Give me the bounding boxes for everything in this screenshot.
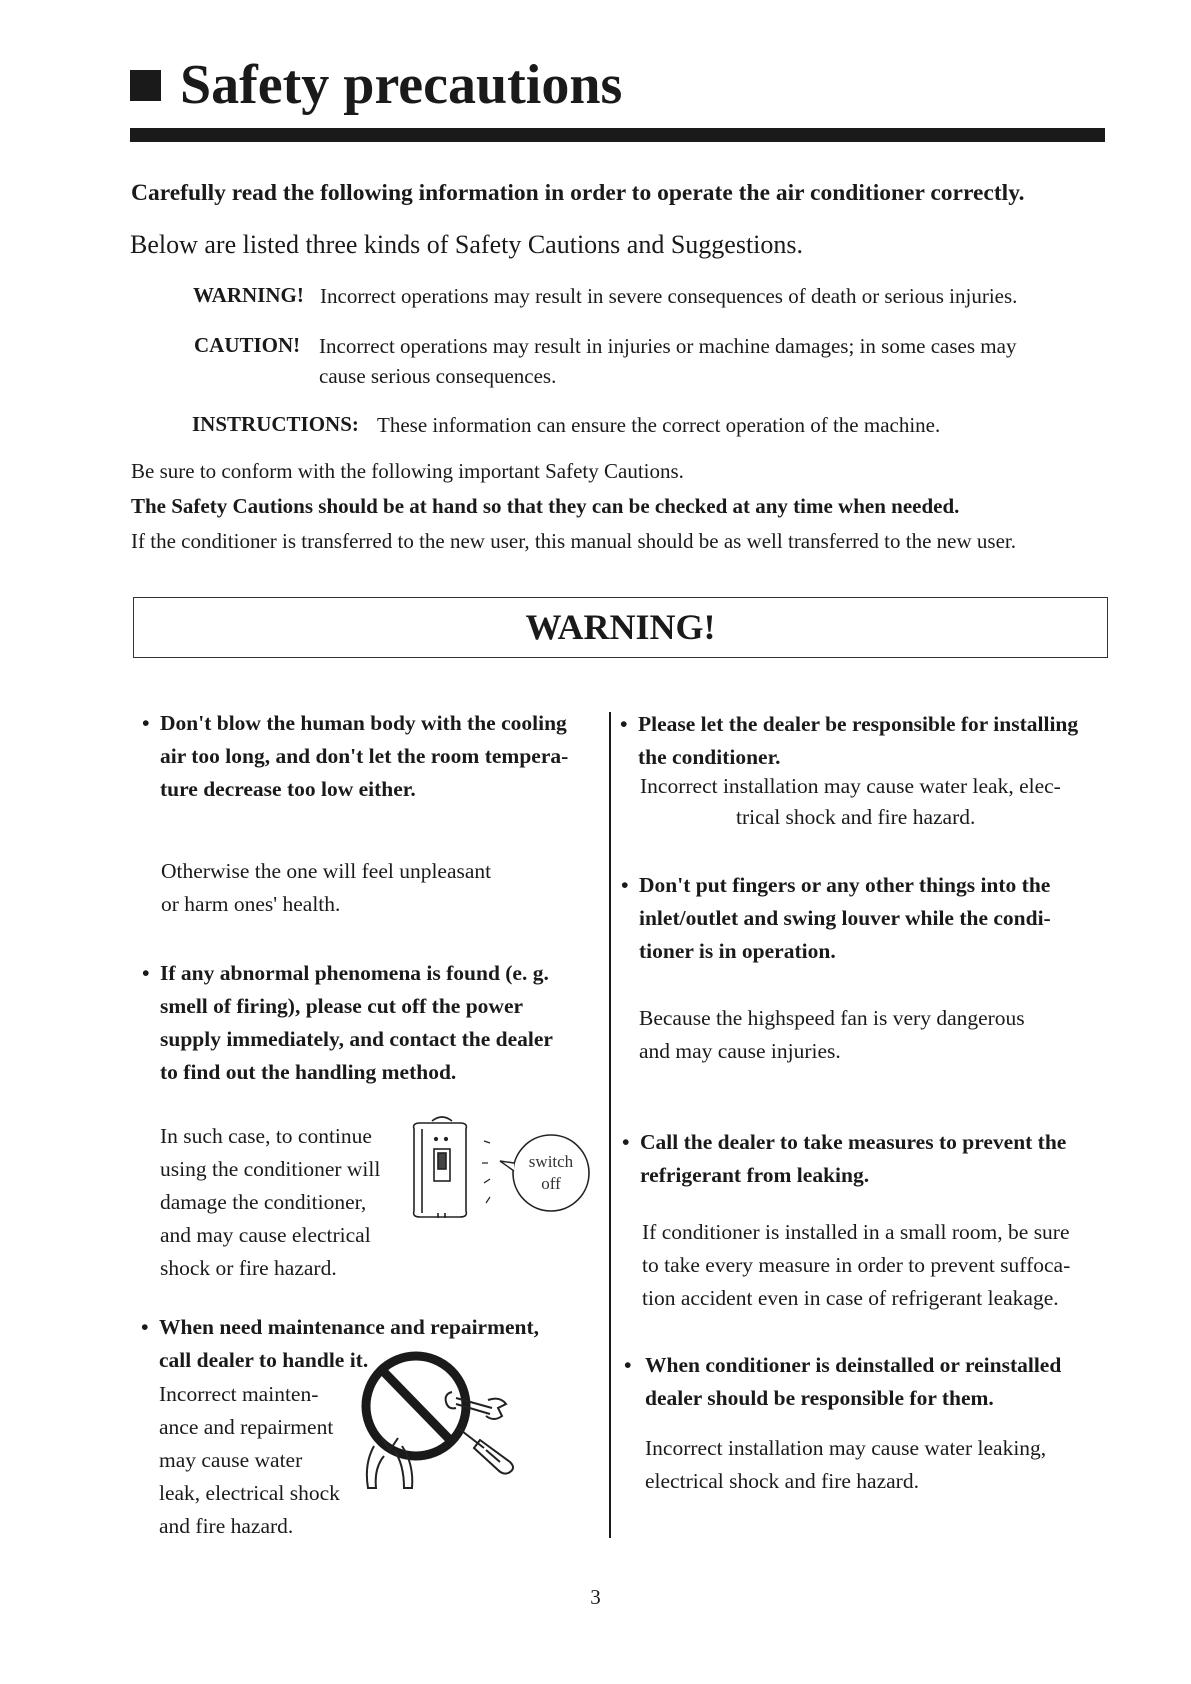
title-square-icon [130, 70, 161, 101]
right-item-2-heading: • Don't put fingers or any other things into the inlet/outlet and swing louver while the condi- tioner is in operation. [639, 869, 1051, 968]
caution-definition-line-1: Incorrect operations may result in injuries or machine damages; in some cases may [319, 334, 1017, 358]
speech-bubble [513, 1135, 589, 1211]
wall-switch-icon [414, 1117, 467, 1218]
wrench-icon [446, 1392, 506, 1419]
right-item-3-line-1: Call the dealer to take measures to prevent the [640, 1130, 1067, 1154]
right-item-2-line-1: Don't put fingers or any other things into the [639, 873, 1051, 897]
title-rule [130, 128, 1105, 142]
left-item-2-heading: • If any abnormal phenomena is found (e. g. smell of firing), please cut off the power supply immediately, and contact the dealer to find out the handling method. [160, 957, 553, 1089]
spark-marks [482, 1141, 490, 1203]
left-item-2-body-line-2: using the conditioner will [160, 1157, 381, 1181]
left-item-2-body [160, 1120, 380, 1285]
right-item-1-line-1: Please let the dealer be responsible for installing [638, 712, 1079, 736]
left-item-2-body-line-3: damage the conditioner, [160, 1190, 367, 1214]
right-item-1-heading: • Please let the dealer be responsible for installing the conditioner. [638, 708, 1078, 774]
intro-listed: Below are listed three kinds of Safety Cautions and Suggestions. [130, 230, 804, 259]
prohibition-icon [366, 1356, 466, 1456]
right-item-4-body [645, 1432, 1046, 1498]
left-item-1-body-line-2: or harm ones' health. [161, 892, 341, 916]
right-item-4-heading: • When conditioner is deinstalled or reinstalled dealer should be responsible for them. [645, 1349, 1061, 1415]
right-item-4-body-line-2: electrical shock and fire hazard. [645, 1469, 919, 1493]
right-item-3-line-2: refrigerant from leaking. [640, 1163, 870, 1187]
left-item-2-body-line-4: and may cause electrical [160, 1223, 371, 1247]
page-title: Safety precautions [180, 54, 623, 116]
no-self-repair-illustration [360, 1338, 535, 1503]
left-item-1-line-1: Don't blow the human body with the cooling [160, 711, 567, 735]
bubble-text-line-2: off [541, 1174, 561, 1193]
right-item-4-line-2: dealer should be responsible for them. [645, 1386, 994, 1410]
left-item-3-body-line-3: may cause water [159, 1448, 303, 1472]
left-item-1-body-line-1: Otherwise the one will feel unpleasant [161, 859, 492, 883]
left-item-3-body-line-2: ance and repairment [159, 1415, 334, 1439]
right-item-1-body-line-1: Incorrect installation may cause water leak, elec- [640, 774, 1061, 798]
caution-label: CAUTION! [194, 333, 301, 357]
right-item-2-line-3: tioner is in operation. [639, 939, 836, 963]
left-item-3-body-line-5: and fire hazard. [159, 1514, 294, 1538]
left-item-1-heading: • Don't blow the human body with the cooling air too long, and don't let the room tempera- ture decrease too low either. [160, 707, 568, 806]
left-item-3-line-2: call dealer to handle it. [159, 1348, 369, 1372]
left-item-3-body-line-4: leak, electrical shock [159, 1481, 340, 1505]
bubble-text-line-1: switch [528, 1152, 574, 1171]
instructions-definition: These information can ensure the correct operation of the machine. [377, 413, 941, 437]
left-item-3-body [159, 1378, 340, 1543]
right-item-4-line-1: When conditioner is deinstalled or reinstalled [645, 1353, 1062, 1377]
right-item-2-body-line-1: Because the highspeed fan is very dangerous [639, 1006, 1025, 1030]
warning-label: WARNING! [193, 283, 304, 307]
warning-heading-box [133, 597, 1108, 658]
left-item-2-body-line-5: shock or fire hazard. [160, 1256, 337, 1280]
screwdriver-icon [458, 1428, 513, 1474]
right-item-2-line-2: inlet/outlet and swing louver while the condi- [639, 906, 1051, 930]
right-item-3-body-line-1: If conditioner is installed in a small room, be sure [642, 1220, 1070, 1244]
left-item-2-body-line-1: In such case, to continue [160, 1124, 372, 1148]
right-item-3-body-line-2: to take every measure in order to prevent suffoca- [642, 1253, 1071, 1277]
right-item-2-body-line-2: and may cause injuries. [639, 1039, 841, 1063]
right-item-1-body-line-2: trical shock and fire hazard. [736, 805, 976, 829]
left-item-1-body [161, 855, 491, 921]
column-divider [609, 712, 611, 1538]
intro-lead: Carefully read the following information in order to operate the air conditioner correctly. [131, 180, 1025, 206]
left-item-2-line-1: If any abnormal phenomena is found (e. g. [160, 961, 549, 985]
warning-definition: Incorrect operations may result in severe consequences of death or serious injuries. [320, 284, 1018, 308]
left-item-1-line-2: air too long, and don't let the room tempera- [160, 744, 569, 768]
instructions-label: INSTRUCTIONS: [192, 412, 359, 436]
left-item-2-line-4: to find out the handling method. [160, 1060, 457, 1084]
switch-off-illustration [408, 1115, 593, 1225]
page-number: 3 [590, 1585, 601, 1609]
right-item-1-line-2: the conditioner. [638, 745, 781, 769]
left-item-3-heading: • When need maintenance and repairment, call dealer to handle it. [159, 1311, 539, 1377]
left-item-2-line-2: smell of firing), please cut off the power [160, 994, 524, 1018]
caution-definition-line-2: cause serious consequences. [319, 364, 557, 388]
right-item-4-body-line-1: Incorrect installation may cause water leaking, [645, 1436, 1047, 1460]
left-item-1-line-3: ture decrease too low either. [160, 777, 416, 801]
left-item-3-body-line-1: Incorrect mainten- [159, 1382, 319, 1406]
right-item-3-heading: • Call the dealer to take measures to prevent the refrigerant from leaking. [640, 1126, 1066, 1192]
at-hand-note: The Safety Cautions should be at hand so that they can be checked at any time when needed. [131, 494, 960, 518]
right-item-2-body [639, 1002, 1025, 1068]
left-item-3-line-1: When need maintenance and repairment, [159, 1315, 540, 1339]
warning-heading: WARNING! [525, 607, 716, 647]
transfer-note: If the conditioner is transferred to the new user, this manual should be as well transferred to the new user. [131, 529, 1016, 553]
left-item-2-line-3: supply immediately, and contact the dealer [160, 1027, 553, 1051]
right-item-3-body [642, 1216, 1070, 1315]
right-item-3-body-line-3: tion accident even in case of refrigerant leakage. [642, 1286, 1059, 1310]
conform-note: Be sure to conform with the following important Safety Cautions. [131, 459, 684, 483]
